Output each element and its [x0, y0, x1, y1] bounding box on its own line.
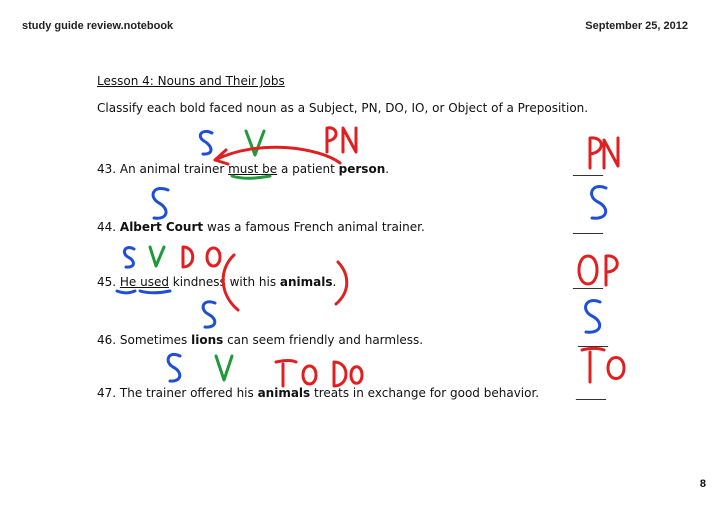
q43-text-post: a patient	[277, 162, 339, 176]
q46-answer-blank: _____	[578, 333, 608, 347]
q43-text-end: .	[385, 162, 390, 176]
q43-bold-noun: person	[338, 162, 386, 176]
q43-ink-underline	[232, 176, 270, 178]
q46-ink-answer-s	[586, 301, 600, 333]
q45-subject-verb: He used	[119, 275, 169, 289]
q43-verb: must be	[228, 162, 278, 176]
q47-ink-io	[276, 361, 316, 387]
q47-text-pre: 47. The trainer offered his	[97, 386, 258, 400]
notebook-filename: study guide review.notebook	[22, 20, 174, 32]
q47-answer-blank: _____	[576, 386, 606, 400]
q43-ink-pn	[327, 128, 356, 152]
q45-text-pre: 45.	[97, 275, 120, 289]
q47-ink-answer-io	[582, 349, 624, 383]
q43-text-pre: 43. An animal trainer	[97, 162, 229, 176]
q44-text-pre: 44.	[97, 220, 120, 234]
q43-ink-arrow	[215, 147, 340, 164]
q43-ink-v	[246, 131, 264, 155]
q45-ink-paren-close	[336, 262, 347, 304]
q45-bold-noun: animals	[279, 275, 333, 289]
page-number: 8	[699, 478, 706, 490]
q44-answer-blank: _____	[573, 220, 603, 234]
lesson-title: Lesson 4: Nouns and Their Jobs	[97, 74, 285, 88]
q45-ink-s	[124, 248, 134, 268]
q43-ink-answer-pn	[590, 138, 618, 168]
q47-ink-v	[216, 356, 232, 380]
q47-ink-s	[168, 354, 180, 381]
q45-text-post: kindness with his	[168, 275, 280, 289]
q45-ink-do	[183, 247, 220, 267]
q46-bold-noun: lions	[191, 333, 224, 347]
q47-text-post: treats in exchange for good behavior.	[310, 386, 540, 400]
q44-ink-answer-s	[592, 187, 606, 219]
q45-ink-paren-open	[223, 255, 238, 310]
instructions: Classify each bold faced noun as a Subject, PN, DO, IO, or Object of a Preposition.	[97, 101, 589, 115]
q46-text-pre: 46. Sometimes	[97, 333, 192, 347]
q47-ink-do	[334, 362, 362, 386]
q46-text-post: can seem friendly and harmless.	[223, 333, 424, 347]
q43-answer-blank: _____	[573, 162, 603, 176]
q44-text-post: was a famous French animal trainer.	[203, 220, 425, 234]
q45-text-end: .	[332, 275, 337, 289]
q45-ink-v	[150, 247, 164, 266]
page-date: September 25, 2012	[585, 20, 688, 32]
q43-ink-s	[200, 131, 212, 154]
q45-answer-blank: _____	[573, 275, 603, 289]
q44-ink-s	[153, 188, 168, 218]
q44-bold-noun: Albert Court	[119, 220, 204, 234]
q46-ink-s	[203, 302, 215, 327]
q45-ink-underline	[117, 291, 170, 293]
q45-ink-answer-op	[579, 256, 617, 285]
q47-bold-noun: animals	[257, 386, 311, 400]
